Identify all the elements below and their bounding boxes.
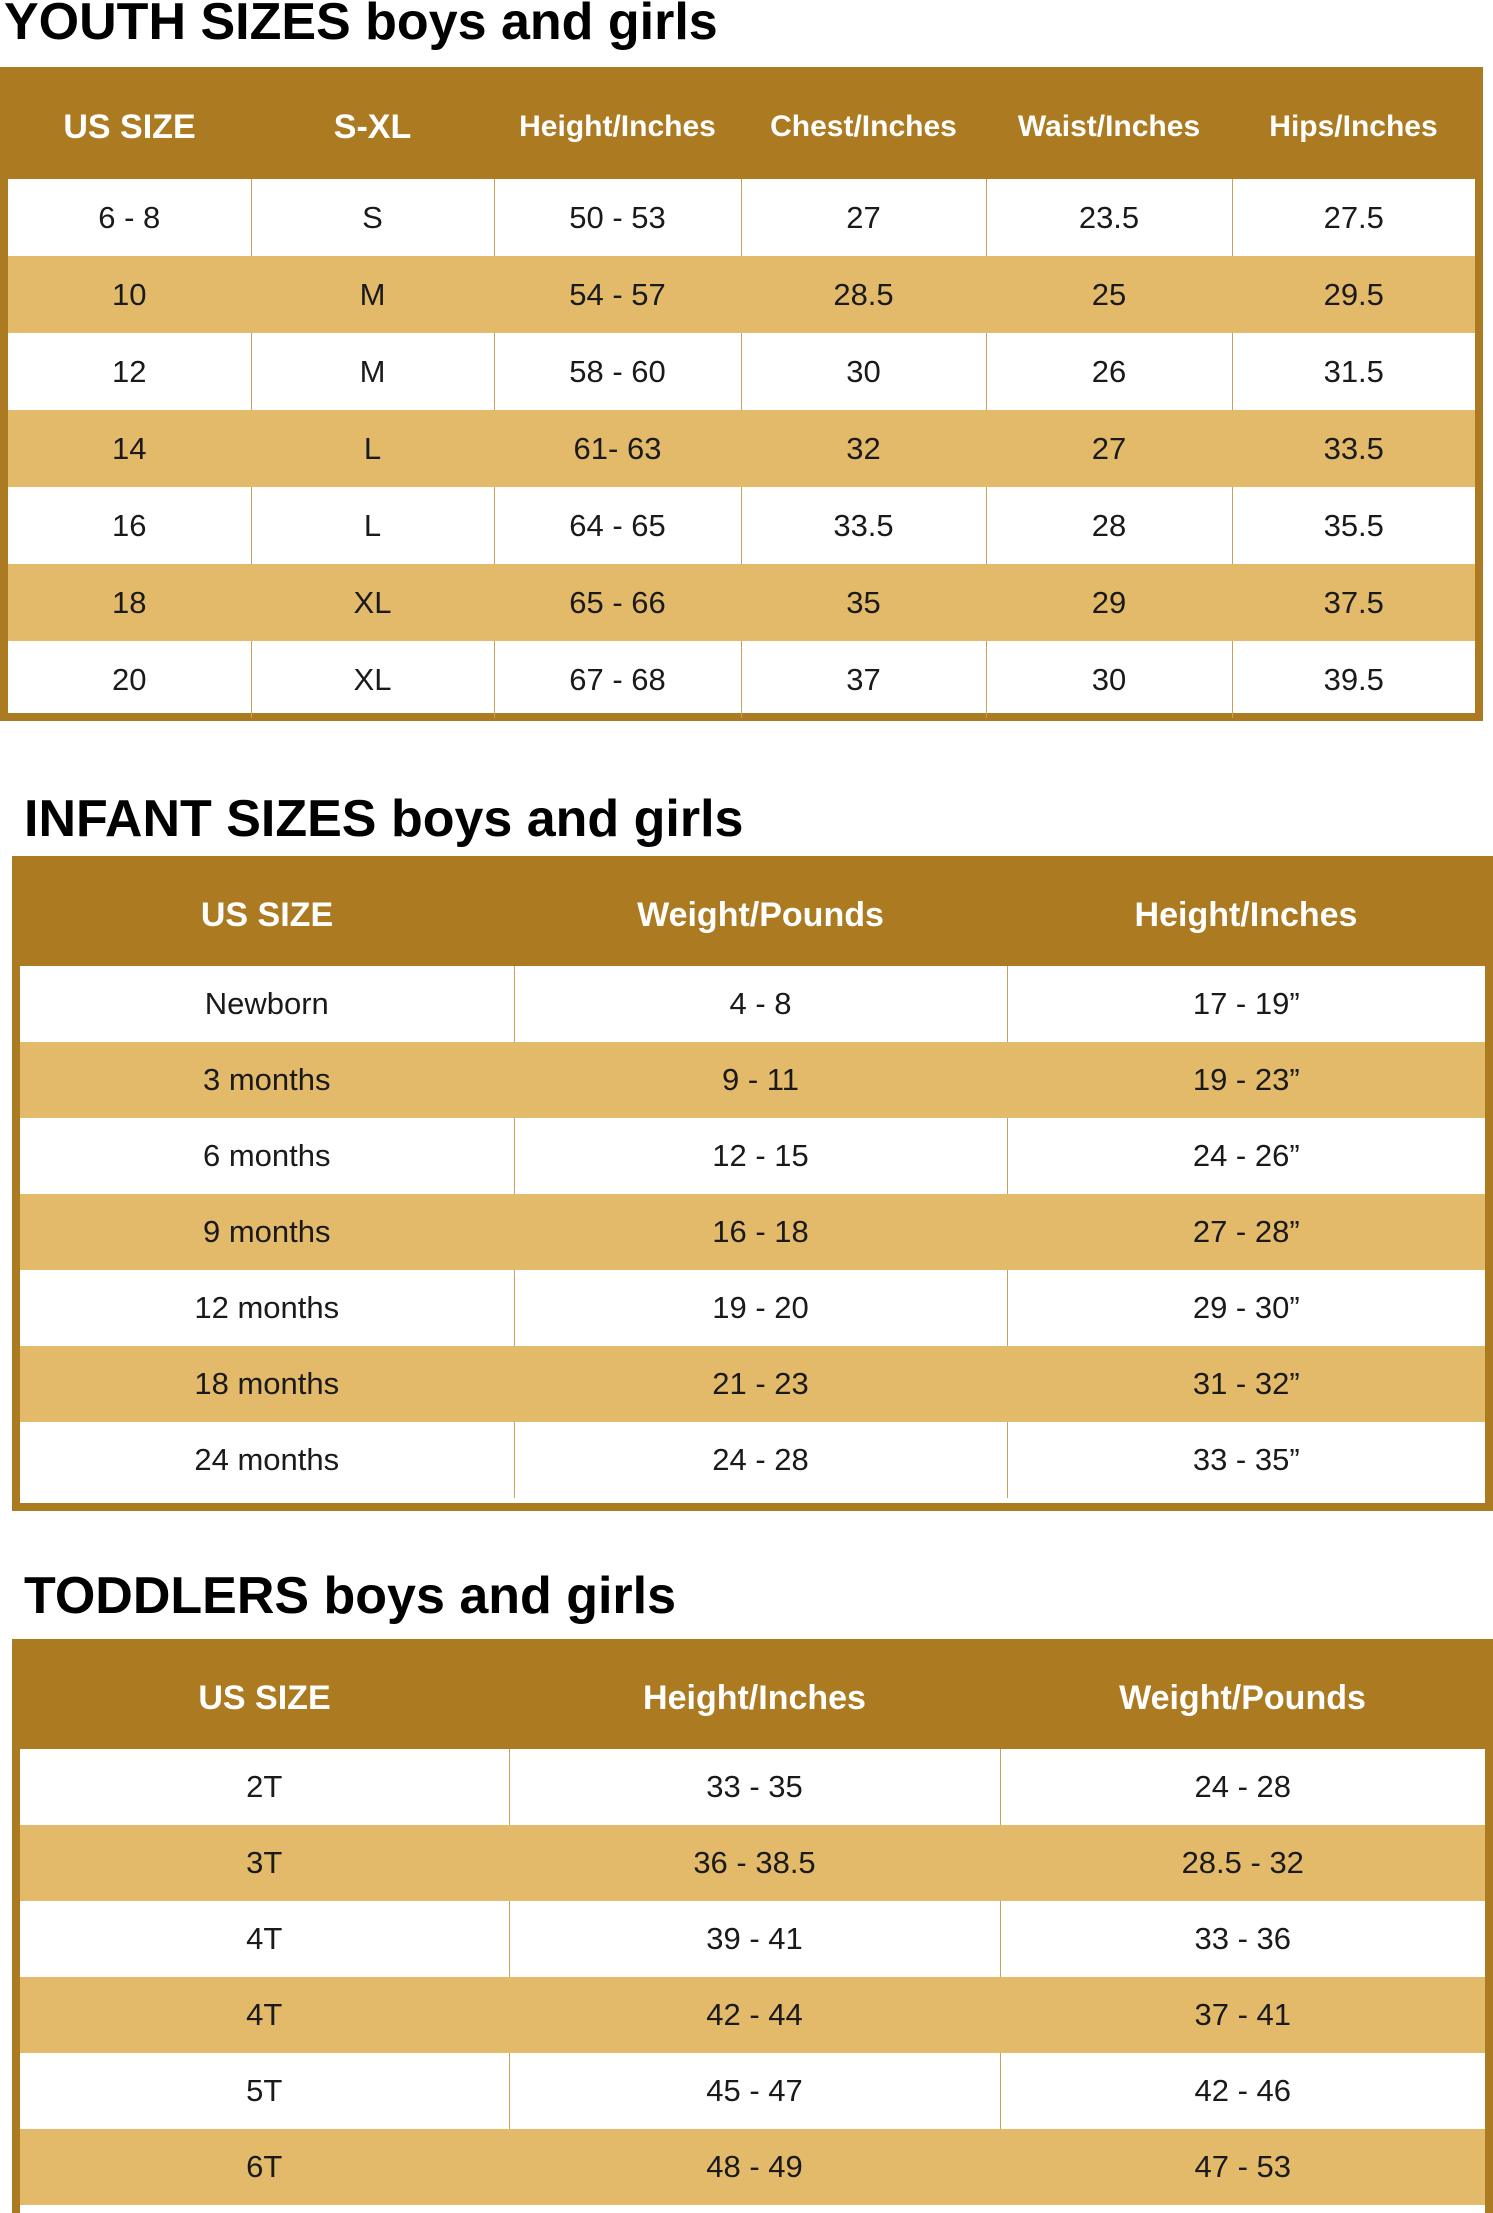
table-row xyxy=(20,1825,1485,1901)
table-cell: 17 - 19” xyxy=(1007,966,1485,1042)
table-header-row xyxy=(8,75,1475,179)
table-row xyxy=(20,1270,1485,1346)
table-cell: 14 xyxy=(8,410,251,487)
table-cell: 61- 63 xyxy=(494,410,741,487)
table-row xyxy=(8,641,1475,718)
table-row xyxy=(20,1977,1485,2053)
table-cell: 26 xyxy=(986,333,1232,410)
youth-section-title xyxy=(4,0,718,52)
table-cell: S xyxy=(251,179,494,256)
table-cell: 24 - 28 xyxy=(514,1422,1007,1498)
table-cell: 33 - 35 xyxy=(509,1749,1000,1825)
table-cell: 45 - 47 xyxy=(509,2053,1000,2129)
table-cell: 27 xyxy=(986,410,1232,487)
table-cell: 39 - 41 xyxy=(509,1901,1000,1977)
table-cell: 12 - 15 xyxy=(514,1118,1007,1194)
table-cell: 42 - 44 xyxy=(509,1977,1000,2053)
table-cell: 29.5 xyxy=(1232,256,1475,333)
table-cell: 30 xyxy=(986,641,1232,718)
youth-subtitle: boys and girls xyxy=(365,0,718,51)
col-header-us-size: US SIZE xyxy=(20,864,514,966)
col-header-height: Height/Inches xyxy=(1007,864,1485,966)
table-cell: 24 - 28 xyxy=(1000,1749,1485,1825)
table-cell: 23.5 xyxy=(986,179,1232,256)
table-cell: 31 - 32” xyxy=(1007,1346,1485,1422)
table-row xyxy=(20,1118,1485,1194)
table-cell: 33.5 xyxy=(741,487,986,564)
table-cell: 12 xyxy=(112,353,147,389)
youth-title: YOUTH SIZES xyxy=(4,0,351,51)
table-cell: 12 months xyxy=(194,1290,340,1325)
table-cell: 9 months xyxy=(20,1194,514,1270)
table-cell: 18 xyxy=(8,564,251,641)
table-cell: 21 - 23 xyxy=(514,1346,1007,1422)
table-cell: 28.5 xyxy=(741,256,986,333)
table-cell: 37 - 41 xyxy=(1000,1977,1485,2053)
table-cell: 4T xyxy=(20,1977,509,2053)
table-cell: 28.5 - 32 xyxy=(1000,1825,1485,1901)
toddler-section-title xyxy=(24,1566,676,1626)
table-row xyxy=(20,1749,1485,1825)
col-header-weight: Weight/Pounds xyxy=(1000,1647,1485,1749)
table-cell: 24 months xyxy=(194,1442,340,1477)
table-cell: 33 - 36 xyxy=(1000,1901,1485,1977)
col-header-s-xl: S-XL xyxy=(251,75,494,179)
table-cell: 6 - 8 xyxy=(98,199,161,235)
table-cell: 39.5 xyxy=(1232,641,1475,718)
col-header-waist: Waist/Inches xyxy=(986,75,1232,179)
table-row xyxy=(20,1042,1485,1118)
table-row xyxy=(20,1422,1485,1498)
table-cell: 35.5 xyxy=(1232,487,1475,564)
table-cell: 19 - 23” xyxy=(1007,1042,1485,1118)
table-cell: 30 xyxy=(741,333,986,410)
table-cell: 9 - 11 xyxy=(514,1042,1007,1118)
table-row xyxy=(20,1901,1485,1977)
table-cell: 33 - 35” xyxy=(1007,1422,1485,1498)
col-header-chest: Chest/Inches xyxy=(741,75,986,179)
table-cell: 64 - 65 xyxy=(494,487,741,564)
table-row xyxy=(8,564,1475,641)
table-cell: M xyxy=(251,333,494,410)
table-cell: 35 xyxy=(741,564,986,641)
youth-size-table xyxy=(8,75,1475,718)
col-header-us-size: US SIZE xyxy=(20,1647,509,1749)
table-cell: XL xyxy=(251,641,494,718)
table-cell: 37 xyxy=(741,641,986,718)
table-cell: 29 - 30” xyxy=(1007,1270,1485,1346)
table-row xyxy=(8,256,1475,333)
table-cell: 58 - 60 xyxy=(494,333,741,410)
table-row xyxy=(20,1346,1485,1422)
col-header-us-size: US SIZE xyxy=(8,75,251,179)
toddler-size-chart xyxy=(12,1639,1493,2213)
table-cell: XL xyxy=(251,564,494,641)
table-cell: 32 xyxy=(741,410,986,487)
col-header-height: Height/Inches xyxy=(494,75,741,179)
table-cell: 67 - 68 xyxy=(494,641,741,718)
infant-size-table xyxy=(20,864,1485,1498)
table-cell: 28 xyxy=(986,487,1232,564)
table-cell: 16 xyxy=(112,507,147,543)
toddler-subtitle: boys and girls xyxy=(323,1567,677,1625)
infant-size-chart xyxy=(12,856,1493,1511)
table-row xyxy=(20,2053,1485,2129)
table-cell: 37.5 xyxy=(1232,564,1475,641)
table-cell: 65 - 66 xyxy=(494,564,741,641)
table-row xyxy=(8,487,1475,564)
table-row xyxy=(8,410,1475,487)
youth-size-chart xyxy=(0,67,1483,721)
table-cell: L xyxy=(251,487,494,564)
table-cell: 25 xyxy=(986,256,1232,333)
table-cell: 54 - 57 xyxy=(494,256,741,333)
table-cell: 27 - 28” xyxy=(1007,1194,1485,1270)
table-cell: 48 - 49 xyxy=(509,2129,1000,2205)
table-cell: 5T xyxy=(246,2073,283,2108)
table-cell: 27 xyxy=(741,179,986,256)
infant-section-title xyxy=(24,789,743,849)
table-cell: 42 - 46 xyxy=(1000,2053,1485,2129)
toddler-size-table xyxy=(20,1647,1485,2205)
table-cell: 19 - 20 xyxy=(514,1270,1007,1346)
table-cell: 3 months xyxy=(20,1042,514,1118)
toddler-title: TODDLERS xyxy=(24,1567,310,1625)
table-cell: L xyxy=(251,410,494,487)
table-row xyxy=(20,1194,1485,1270)
table-cell: 20 xyxy=(112,661,147,697)
table-cell: 16 - 18 xyxy=(514,1194,1007,1270)
table-cell: 4 - 8 xyxy=(514,966,1007,1042)
table-row xyxy=(20,2129,1485,2205)
col-header-hips: Hips/Inches xyxy=(1232,75,1475,179)
table-cell: 4T xyxy=(246,1921,283,1956)
table-cell: 27.5 xyxy=(1232,179,1475,256)
table-cell: 47 - 53 xyxy=(1000,2129,1485,2205)
col-header-height: Height/Inches xyxy=(509,1647,1000,1749)
table-row xyxy=(8,179,1475,256)
table-cell: 10 xyxy=(8,256,251,333)
table-cell: M xyxy=(251,256,494,333)
table-cell: 31.5 xyxy=(1232,333,1475,410)
col-header-weight: Weight/Pounds xyxy=(514,864,1007,966)
table-header-row xyxy=(20,864,1485,966)
table-cell: 50 - 53 xyxy=(494,179,741,256)
table-cell: 6 months xyxy=(202,1138,331,1173)
table-cell: 6T xyxy=(20,2129,509,2205)
table-cell: 2T xyxy=(246,1769,283,1804)
table-cell: 3T xyxy=(20,1825,509,1901)
table-cell: 33.5 xyxy=(1232,410,1475,487)
table-cell: 18 months xyxy=(20,1346,514,1422)
table-row xyxy=(20,966,1485,1042)
table-cell: 29 xyxy=(986,564,1232,641)
table-row xyxy=(8,333,1475,410)
infant-subtitle: boys and girls xyxy=(390,790,744,848)
table-cell: Newborn xyxy=(204,986,329,1021)
table-cell: 36 - 38.5 xyxy=(509,1825,1000,1901)
table-header-row xyxy=(20,1647,1485,1749)
table-cell: 24 - 26” xyxy=(1007,1118,1485,1194)
infant-title: INFANT SIZES xyxy=(24,790,377,848)
